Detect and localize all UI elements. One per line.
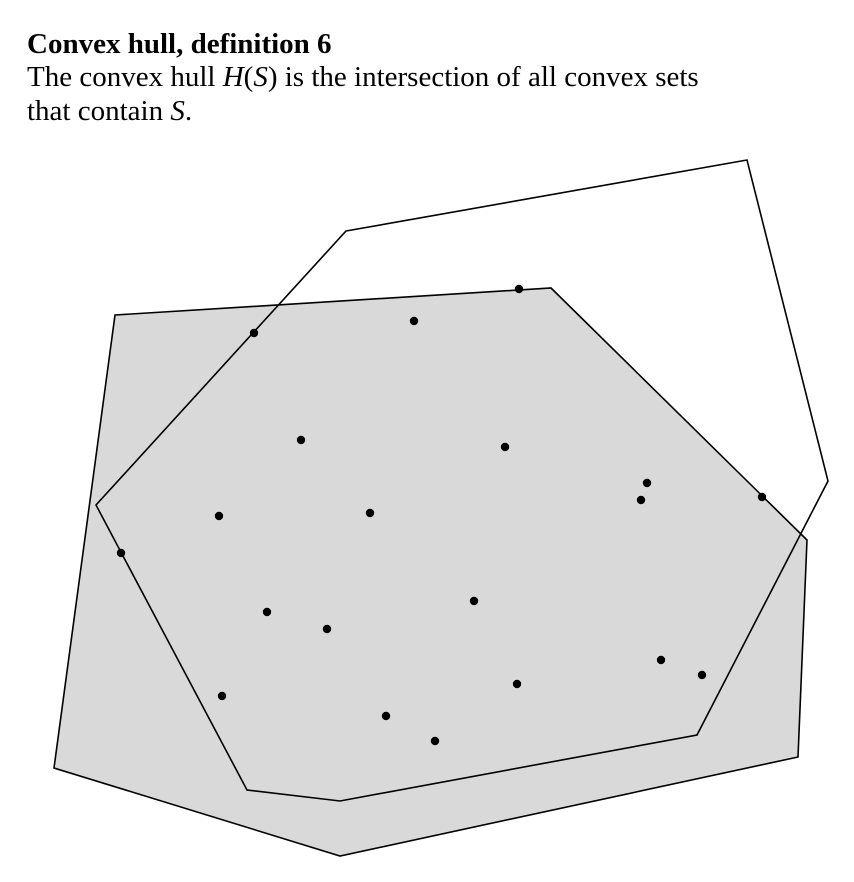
shaded-convex-set xyxy=(54,288,807,856)
set-symbol: S xyxy=(170,95,185,127)
point xyxy=(323,625,331,633)
point xyxy=(117,549,125,557)
paren-close: ) xyxy=(267,61,278,93)
point xyxy=(263,608,271,616)
point xyxy=(382,712,390,720)
point xyxy=(637,496,645,504)
hull-symbol: H xyxy=(222,61,244,93)
set-symbol: S xyxy=(253,61,268,93)
page-title: Convex hull, definition 6 xyxy=(27,28,332,60)
point xyxy=(215,512,223,520)
definition-part-1: The convex hull xyxy=(27,61,223,93)
point xyxy=(431,737,439,745)
point xyxy=(366,509,374,517)
paren-open: ( xyxy=(243,61,254,93)
definition-part-4: . xyxy=(184,95,193,127)
point xyxy=(470,597,478,605)
point xyxy=(515,285,523,293)
point xyxy=(698,671,706,679)
definition-part-2: is the intersection of all convex sets xyxy=(277,61,699,93)
point xyxy=(410,317,418,325)
point xyxy=(513,680,521,688)
point xyxy=(643,479,651,487)
point xyxy=(657,656,665,664)
definition-part-3: that contain xyxy=(27,95,171,127)
point xyxy=(297,436,305,444)
point xyxy=(218,692,226,700)
point xyxy=(250,329,258,337)
point xyxy=(501,443,509,451)
point xyxy=(758,493,766,501)
